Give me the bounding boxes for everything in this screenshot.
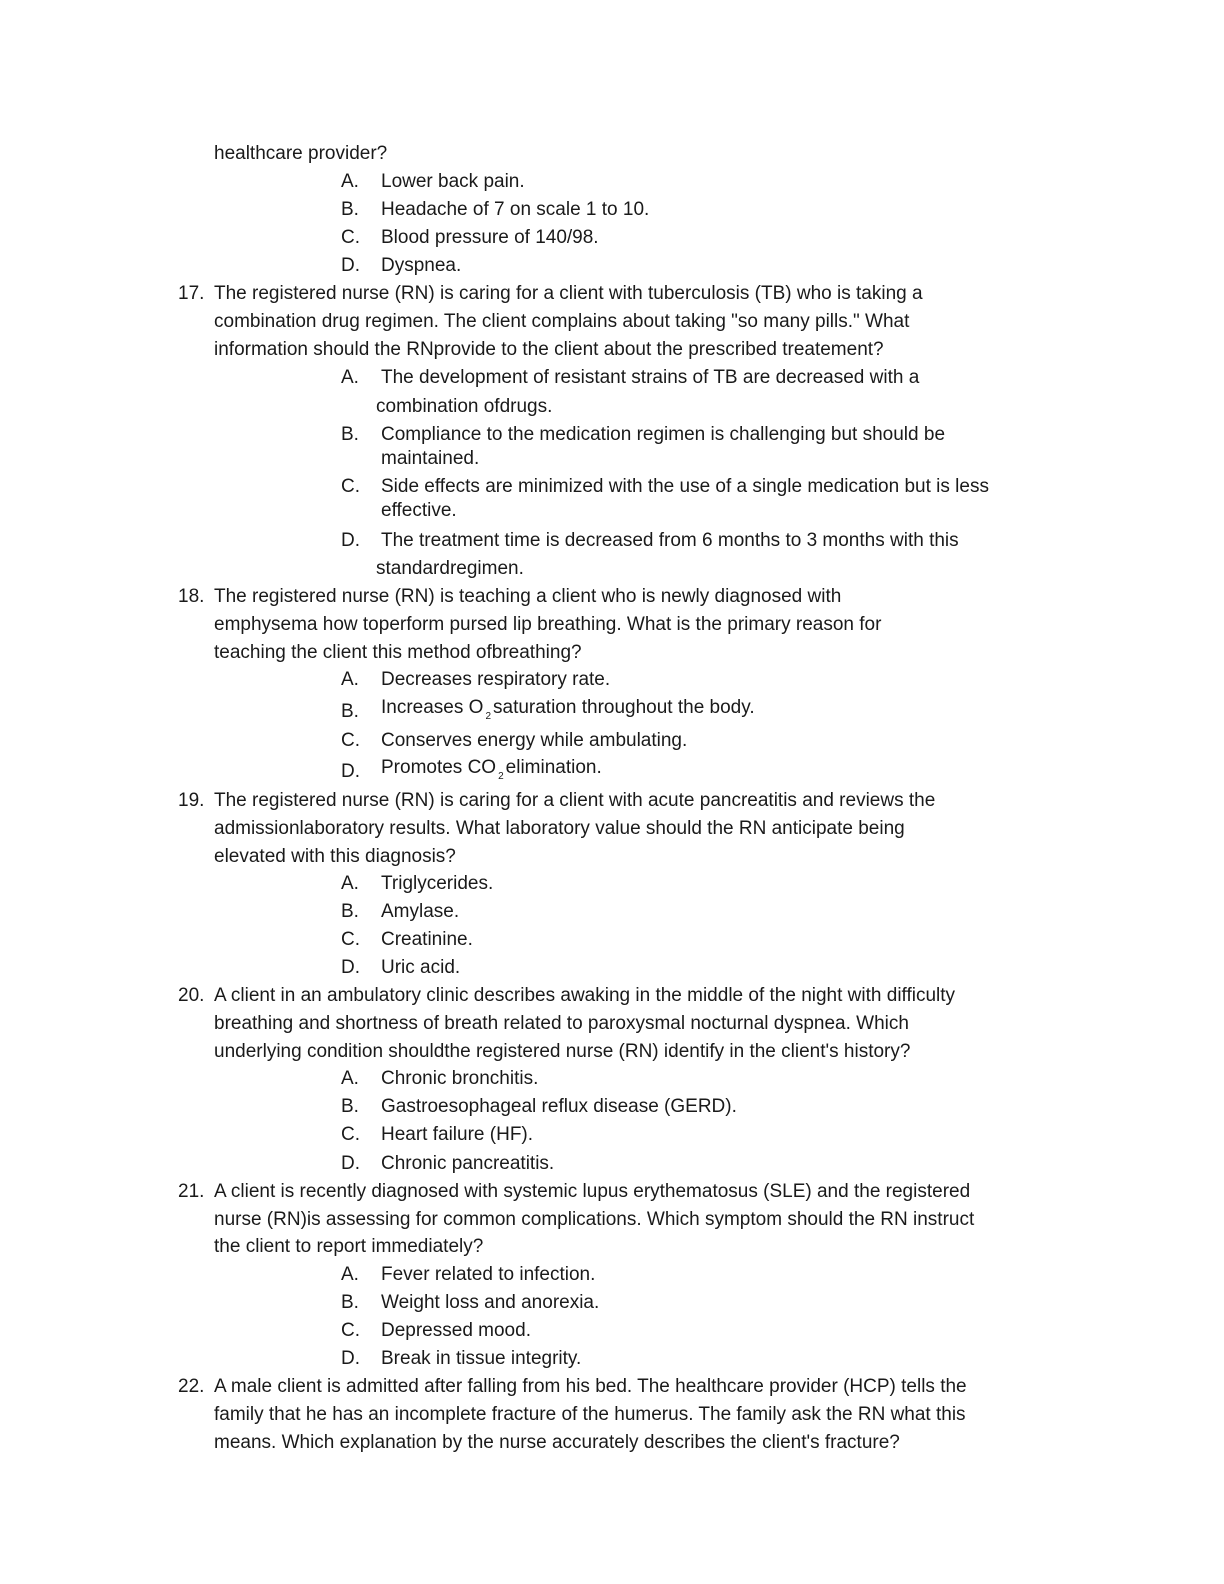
- option-text: Side effects are minimized with the use of a single medication but is less: [381, 476, 989, 497]
- option-text: Compliance to the medication regimen is challenging but should be: [381, 424, 946, 445]
- question-stem-line: admissionlaboratory results. What laboratory value should the RN anticipate being: [214, 818, 905, 839]
- option-text: Weight loss and anorexia.: [381, 1292, 600, 1313]
- option-letter: C.: [341, 730, 360, 751]
- option-text: The treatment time is decreased from 6 months to 3 months with this: [381, 530, 959, 551]
- option-letter: B.: [341, 1292, 359, 1313]
- option-text: effective.: [381, 500, 457, 521]
- option-text: Amylase.: [381, 901, 460, 922]
- option-letter: B.: [341, 901, 359, 922]
- option-letter: C.: [341, 1320, 360, 1341]
- question-stem-line: A male client is admitted after falling from his bed. The healthcare provider (HCP) tells the: [214, 1376, 967, 1397]
- option-text: Decreases respiratory rate.: [381, 669, 611, 690]
- question-stem-line: information should the RNprovide to the client about the prescribed treatement?: [214, 339, 884, 360]
- question-stem-line: A client in an ambulatory clinic describes awaking in the middle of the night with difficulty: [214, 985, 956, 1006]
- option-text: Break in tissue integrity.: [381, 1348, 582, 1369]
- option-letter: C.: [341, 929, 360, 950]
- option-letter: D.: [341, 957, 360, 978]
- option-text: Triglycerides.: [381, 873, 494, 894]
- option-text: Conserves energy while ambulating.: [381, 730, 688, 751]
- option-letter: D.: [341, 761, 360, 782]
- question-stem-line: means. Which explanation by the nurse accurately describes the client's fracture?: [214, 1432, 900, 1453]
- option-text: Blood pressure of 140/98.: [381, 227, 599, 248]
- option-text: maintained.: [381, 448, 480, 469]
- option-text-pre: Promotes CO: [381, 757, 497, 778]
- question-stem-line: underlying condition shouldthe registered nurse (RN) identify in the client's history?: [214, 1041, 911, 1062]
- option-text: Heart failure (HF).: [381, 1124, 534, 1145]
- subscript: 2: [498, 771, 504, 782]
- question-stem-line: nurse (RN)is assessing for common complications. Which symptom should the RN instruct: [214, 1209, 975, 1230]
- option-letter: D.: [341, 255, 360, 276]
- option-letter: A.: [341, 171, 359, 192]
- option-text: Chronic pancreatitis.: [381, 1153, 555, 1174]
- option-text-post: saturation throughout the body.: [493, 697, 755, 718]
- subscript: 2: [485, 711, 491, 722]
- option-letter: C.: [341, 476, 360, 497]
- option-text-pre: Increases O: [381, 697, 484, 718]
- option-letter: D.: [341, 1348, 360, 1369]
- option-text: combination ofdrugs.: [376, 396, 553, 417]
- question-stem-line: emphysema how toperform pursed lip breathing. What is the primary reason for: [214, 614, 882, 635]
- question-stem-line: teaching the client this method ofbreathing?: [214, 642, 582, 663]
- option-letter: A.: [341, 1068, 359, 1089]
- question-number: 18.: [178, 586, 205, 607]
- option-letter: A.: [341, 873, 359, 894]
- option-text-post: elimination.: [505, 757, 602, 778]
- option-text: Dyspnea.: [381, 255, 462, 276]
- option-text: Chronic bronchitis.: [381, 1068, 539, 1089]
- option-letter: C.: [341, 227, 360, 248]
- option-text: Lower back pain.: [381, 171, 525, 192]
- option-letter: C.: [341, 1124, 360, 1145]
- question-number: 21.: [178, 1181, 205, 1202]
- option-letter: D.: [341, 1153, 360, 1174]
- option-letter: A.: [341, 1264, 359, 1285]
- option-letter: A.: [341, 367, 359, 388]
- option-text: Depressed mood.: [381, 1320, 531, 1341]
- question-number: 19.: [178, 790, 205, 811]
- option-text: The development of resistant strains of TB are decreased with a: [381, 367, 920, 388]
- question-stem-line: the client to report immediately?: [214, 1236, 484, 1257]
- question-stem-line: family that he has an incomplete fracture of the humerus. The family ask the RN what this: [214, 1404, 966, 1425]
- option-text: Creatinine.: [381, 929, 473, 950]
- option-letter: B.: [341, 1096, 359, 1117]
- option-letter: B.: [341, 199, 359, 220]
- question-number: 22.: [178, 1376, 205, 1397]
- option-text: standardregimen.: [376, 558, 524, 579]
- option-text: Gastroesophageal reflux disease (GERD).: [381, 1096, 737, 1117]
- option-letter: A.: [341, 669, 359, 690]
- option-text: [381, 696, 755, 723]
- option-text: [381, 756, 602, 783]
- option-text: Uric acid.: [381, 957, 461, 978]
- question-stem-line: A client is recently diagnosed with systemic lupus erythematosus (SLE) and the registered: [214, 1181, 971, 1202]
- option-letter: D.: [341, 530, 360, 551]
- question-stem-line: combination drug regimen. The client complains about taking "so many pills." What: [214, 311, 910, 332]
- question-stem-line: The registered nurse (RN) is teaching a client who is newly diagnosed with: [214, 586, 842, 607]
- question-stem-line: breathing and shortness of breath related to paroxysmal nocturnal dyspnea. Which: [214, 1013, 909, 1034]
- option-text: Headache of 7 on scale 1 to 10.: [381, 199, 650, 220]
- option-text: Fever related to infection.: [381, 1264, 596, 1285]
- question-stem-line: healthcare provider?: [214, 143, 388, 164]
- question-number: 17.: [178, 283, 205, 304]
- question-stem-line: elevated with this diagnosis?: [214, 846, 456, 867]
- option-letter: B.: [341, 701, 359, 722]
- question-number: 20.: [178, 985, 205, 1006]
- question-stem-line: The registered nurse (RN) is caring for a client with tuberculosis (TB) who is taking a: [214, 283, 923, 304]
- question-stem-line: The registered nurse (RN) is caring for a client with acute pancreatitis and reviews the: [214, 790, 936, 811]
- option-letter: B.: [341, 424, 359, 445]
